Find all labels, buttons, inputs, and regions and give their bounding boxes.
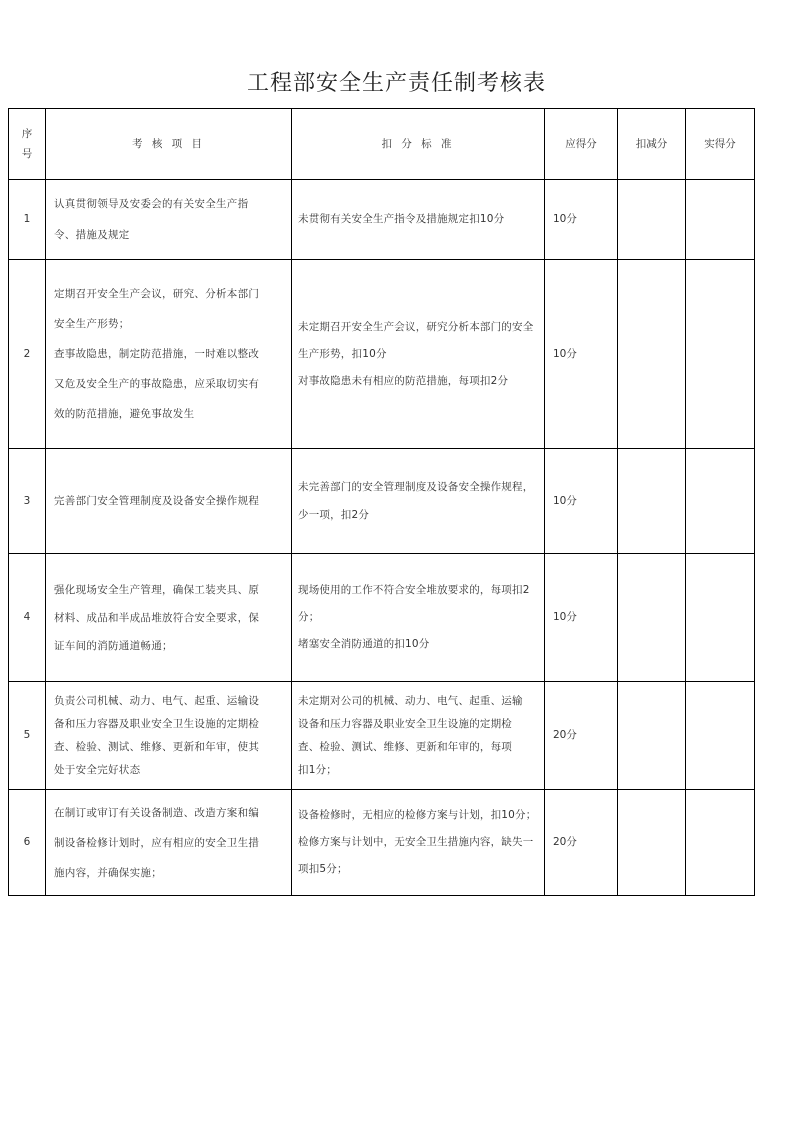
row-score: 20分: [545, 682, 618, 790]
table-row: [9, 449, 755, 554]
row-item: 强化现场安全生产管理，确保工装夹具、原 材料、成品和半成品堆放符合安全要求，保 证车间的消防通道畅通；: [46, 554, 292, 682]
row-item: 定期召开安全生产会议，研究、分析本部门 安全生产形势； 查事故隐患，制定防范措施，一时难以整改 又危及安全生产的事故隐患，应采取切实有 效的防范措施，避免事故发生: [46, 260, 292, 449]
row-criteria: 未完善部门的安全管理制度及设备安全操作规程， 少一项，扣2分: [292, 449, 545, 554]
row-no: 6: [9, 790, 46, 896]
row-actual: [686, 790, 755, 896]
row-no: 4: [9, 554, 46, 682]
row-deduction: [618, 449, 686, 554]
table-row: [9, 180, 755, 260]
header-actual: 实得分: [686, 109, 755, 180]
row-item: 完善部门安全管理制度及设备安全操作规程: [46, 449, 292, 554]
row-deduction: [618, 180, 686, 260]
page-title: 工程部安全生产责任制考核表: [246, 71, 546, 96]
row-deduction: [618, 554, 686, 682]
header-deduction: 扣减分: [618, 109, 686, 180]
row-criteria: 未贯彻有关安全生产指令及措施规定扣10分: [292, 180, 545, 260]
table-row: [9, 790, 755, 896]
row-actual: [686, 260, 755, 449]
row-no: 2: [9, 260, 46, 449]
row-criteria: 未定期对公司的机械、动力、电气、起重、运输 设备和压力容器及职业安全卫生设施的定期检 查、检验、测试、维修、更新和年审的，每项 扣1分；: [292, 682, 545, 790]
row-score: 20分: [545, 790, 618, 896]
row-actual: [686, 180, 755, 260]
row-score: 10分: [545, 449, 618, 554]
row-criteria: 未定期召开安全生产会议，研究分析本部门的安全 生产形势，扣10分 对事故隐患未有相应的防范措施，每项扣2分: [292, 260, 545, 449]
row-criteria: 现场使用的工作不符合安全堆放要求的，每项扣2 分； 堵塞安全消防通道的扣10分: [292, 554, 545, 682]
row-actual: [686, 449, 755, 554]
header-item: 考 核 项 目: [46, 109, 292, 180]
table-header-row: [9, 109, 755, 180]
row-criteria: 设备检修时，无相应的检修方案与计划，扣10分； 检修方案与计划中，无安全卫生措施内容，缺失一 项扣5分；: [292, 790, 545, 896]
row-no: 1: [9, 180, 46, 260]
row-score: 10分: [545, 180, 618, 260]
row-score: 10分: [545, 554, 618, 682]
row-actual: [686, 554, 755, 682]
row-no: 5: [9, 682, 46, 790]
header-no: 序 号: [9, 109, 46, 180]
table-row: [9, 260, 755, 449]
row-no: 3: [9, 449, 46, 554]
row-item: 在制订或审订有关设备制造、改造方案和编 制设备检修计划时，应有相应的安全卫生措 施内容，并确保实施；: [46, 790, 292, 896]
assessment-table: [8, 108, 755, 896]
row-actual: [686, 682, 755, 790]
row-deduction: [618, 682, 686, 790]
row-score: 10分: [545, 260, 618, 449]
row-item: 负责公司机械、动力、电气、起重、运输设 备和压力容器及职业安全卫生设施的定期检 查、检验、测试、维修、更新和年审，使其 处于安全完好状态: [46, 682, 292, 790]
row-deduction: [618, 790, 686, 896]
header-criteria: 扣 分 标 准: [292, 109, 545, 180]
header-full-score: 应得分: [545, 109, 618, 180]
table-row: [9, 682, 755, 790]
row-deduction: [618, 260, 686, 449]
row-item: 认真贯彻领导及安委会的有关安全生产指 令、措施及规定: [46, 180, 292, 260]
table-row: [9, 554, 755, 682]
